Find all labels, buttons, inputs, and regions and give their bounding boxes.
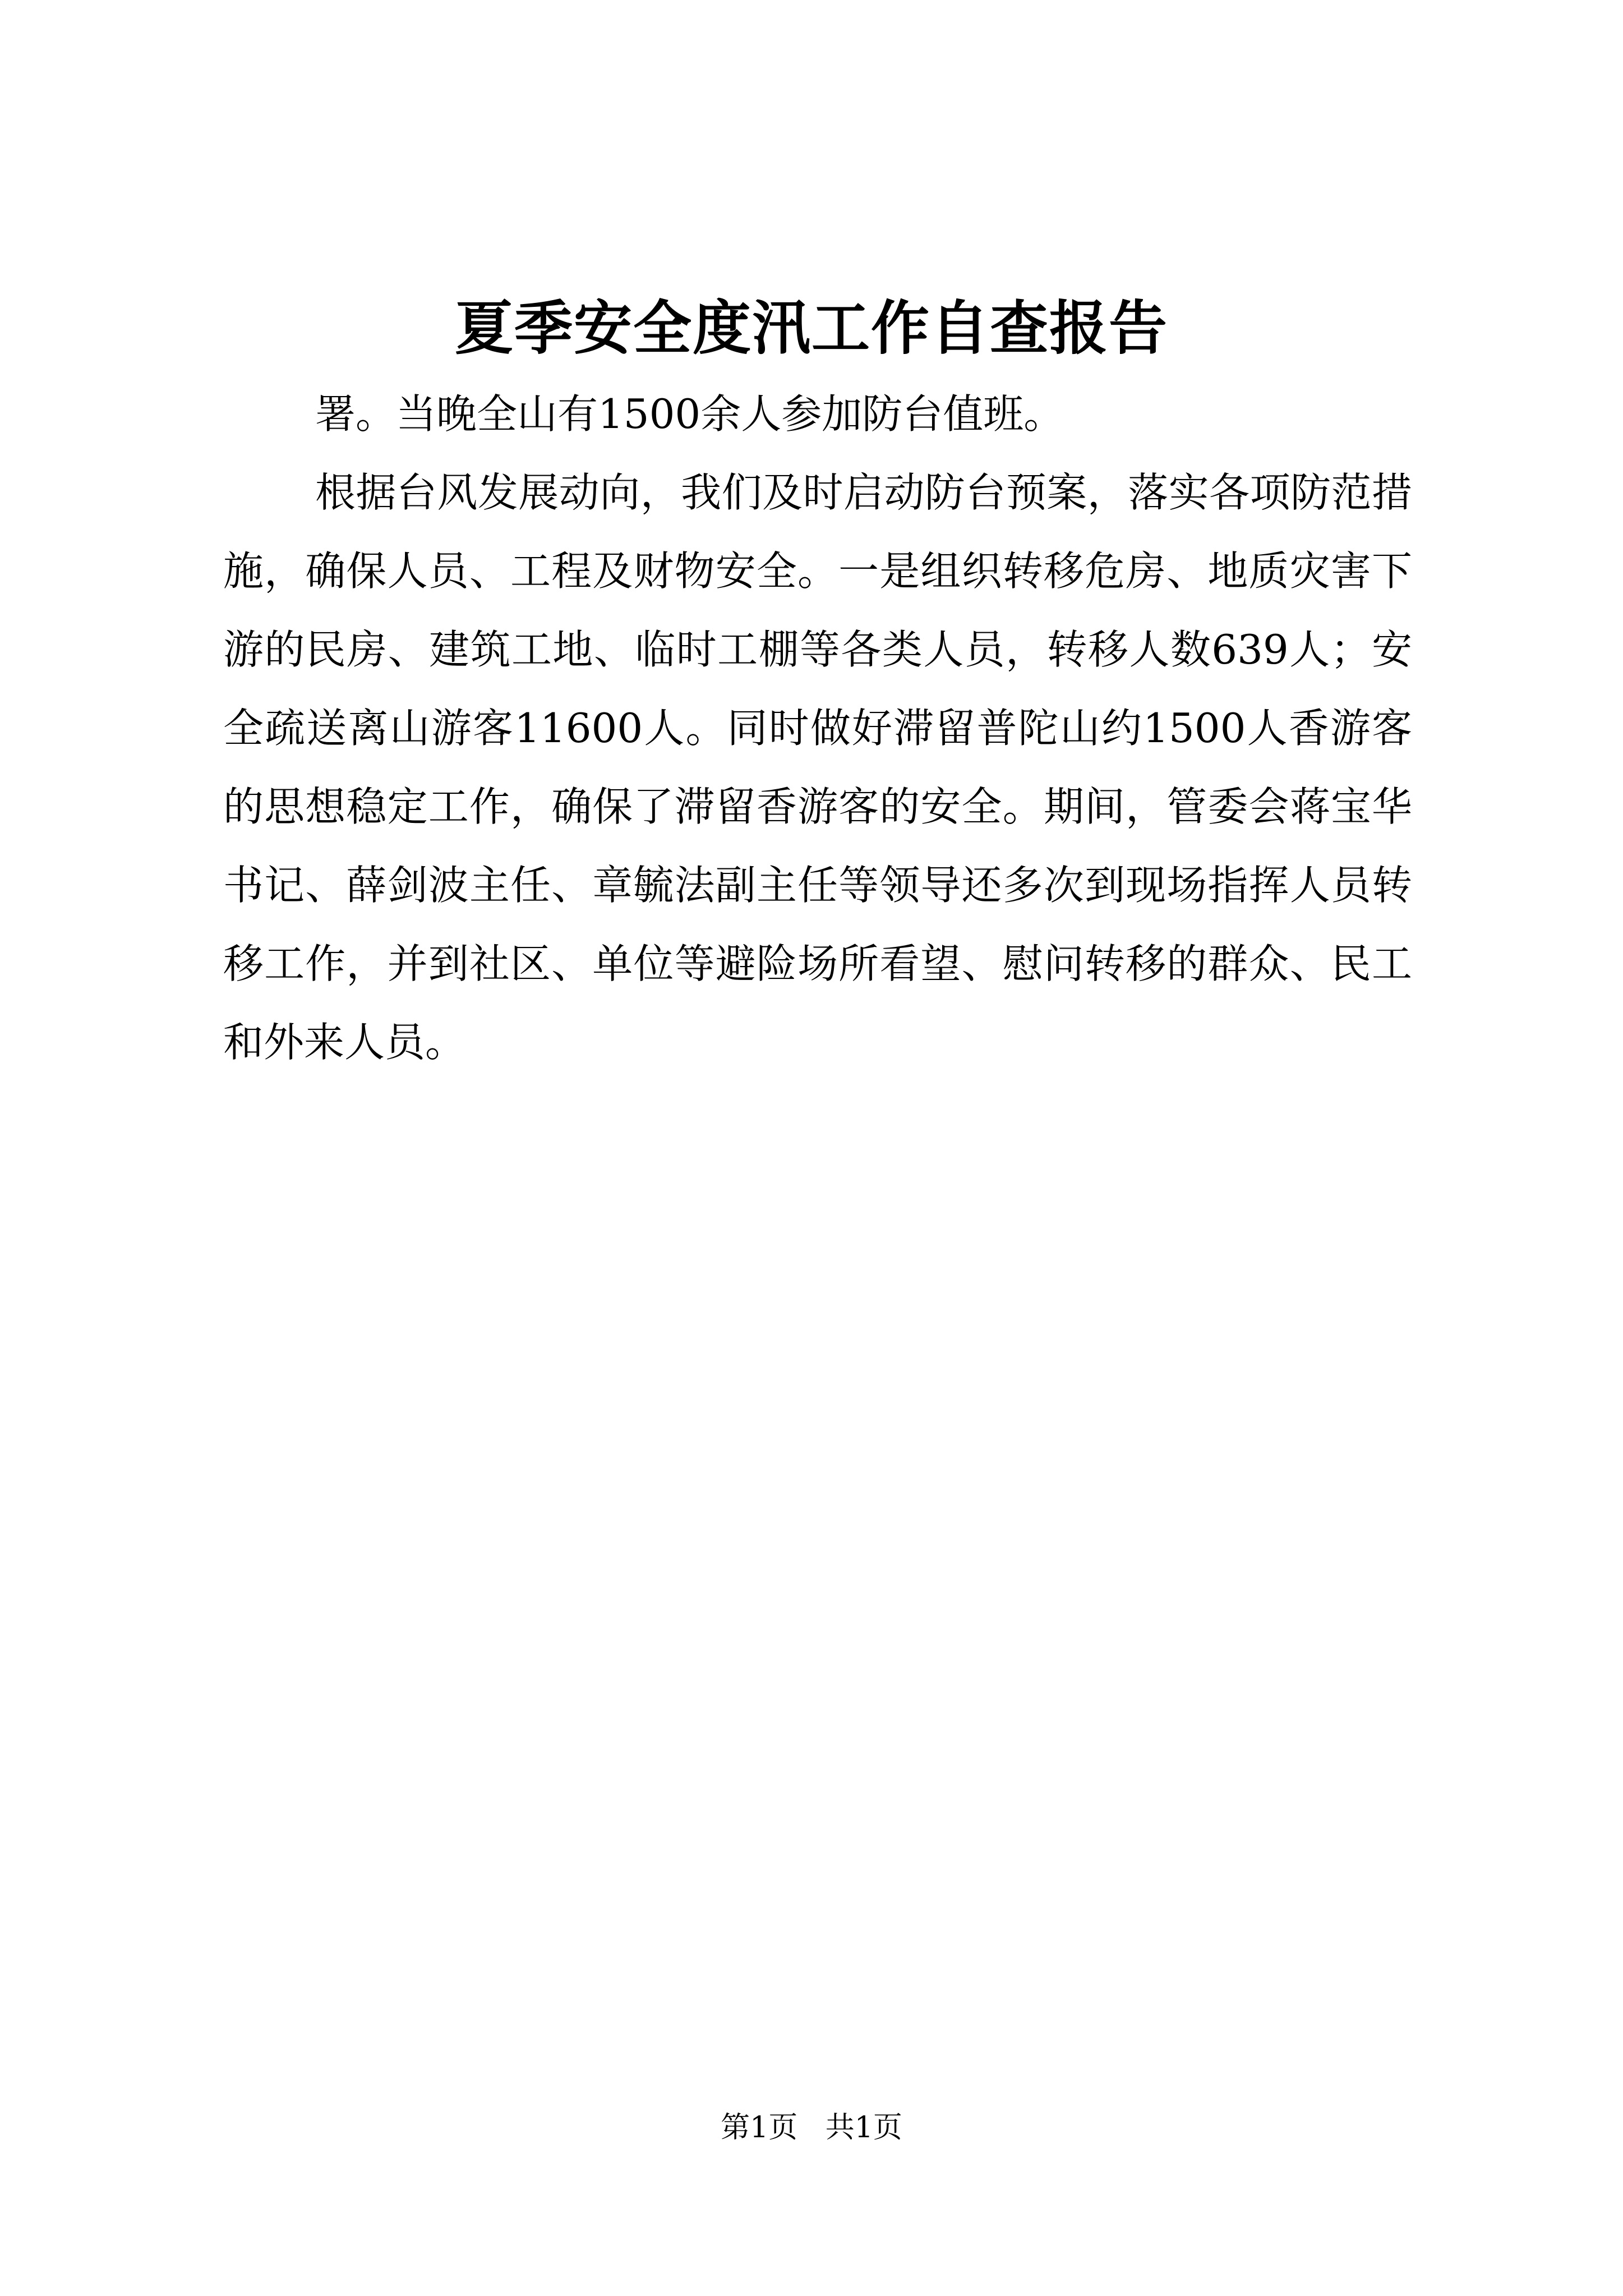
page-total: 共1页 [825,2111,902,2145]
page-number: 第1页 [721,2111,798,2145]
page-footer [0,2108,1623,2147]
document-title: 夏季安全度汛工作自查报告 [454,293,1168,362]
document-body [223,375,1412,1082]
paragraph: 署。当晚全山有1500余人参加防台值班。 [315,390,1064,438]
paragraph: 根据台风发展动向，我们及时启动防台预案，落实各项防范措施，确保人员、工程及财物安全。一是组织转移危房、地质灾害下游的民房、建筑工地、临时工棚等各类人员，转移人数639人；安全疏送离山游客11600人。同时做好滞留普陀山约1500人香游客的思想稳定工作，确保了滞留香游客的安全。期间，管委会蒋宝华书记、薛剑波主任、章毓法副主任等领导还多次到现场指挥人员转移工作，并到社区、单位等避险场所看望、慰问转移的群众、民工和外来人员。 [223,469,1412,1066]
